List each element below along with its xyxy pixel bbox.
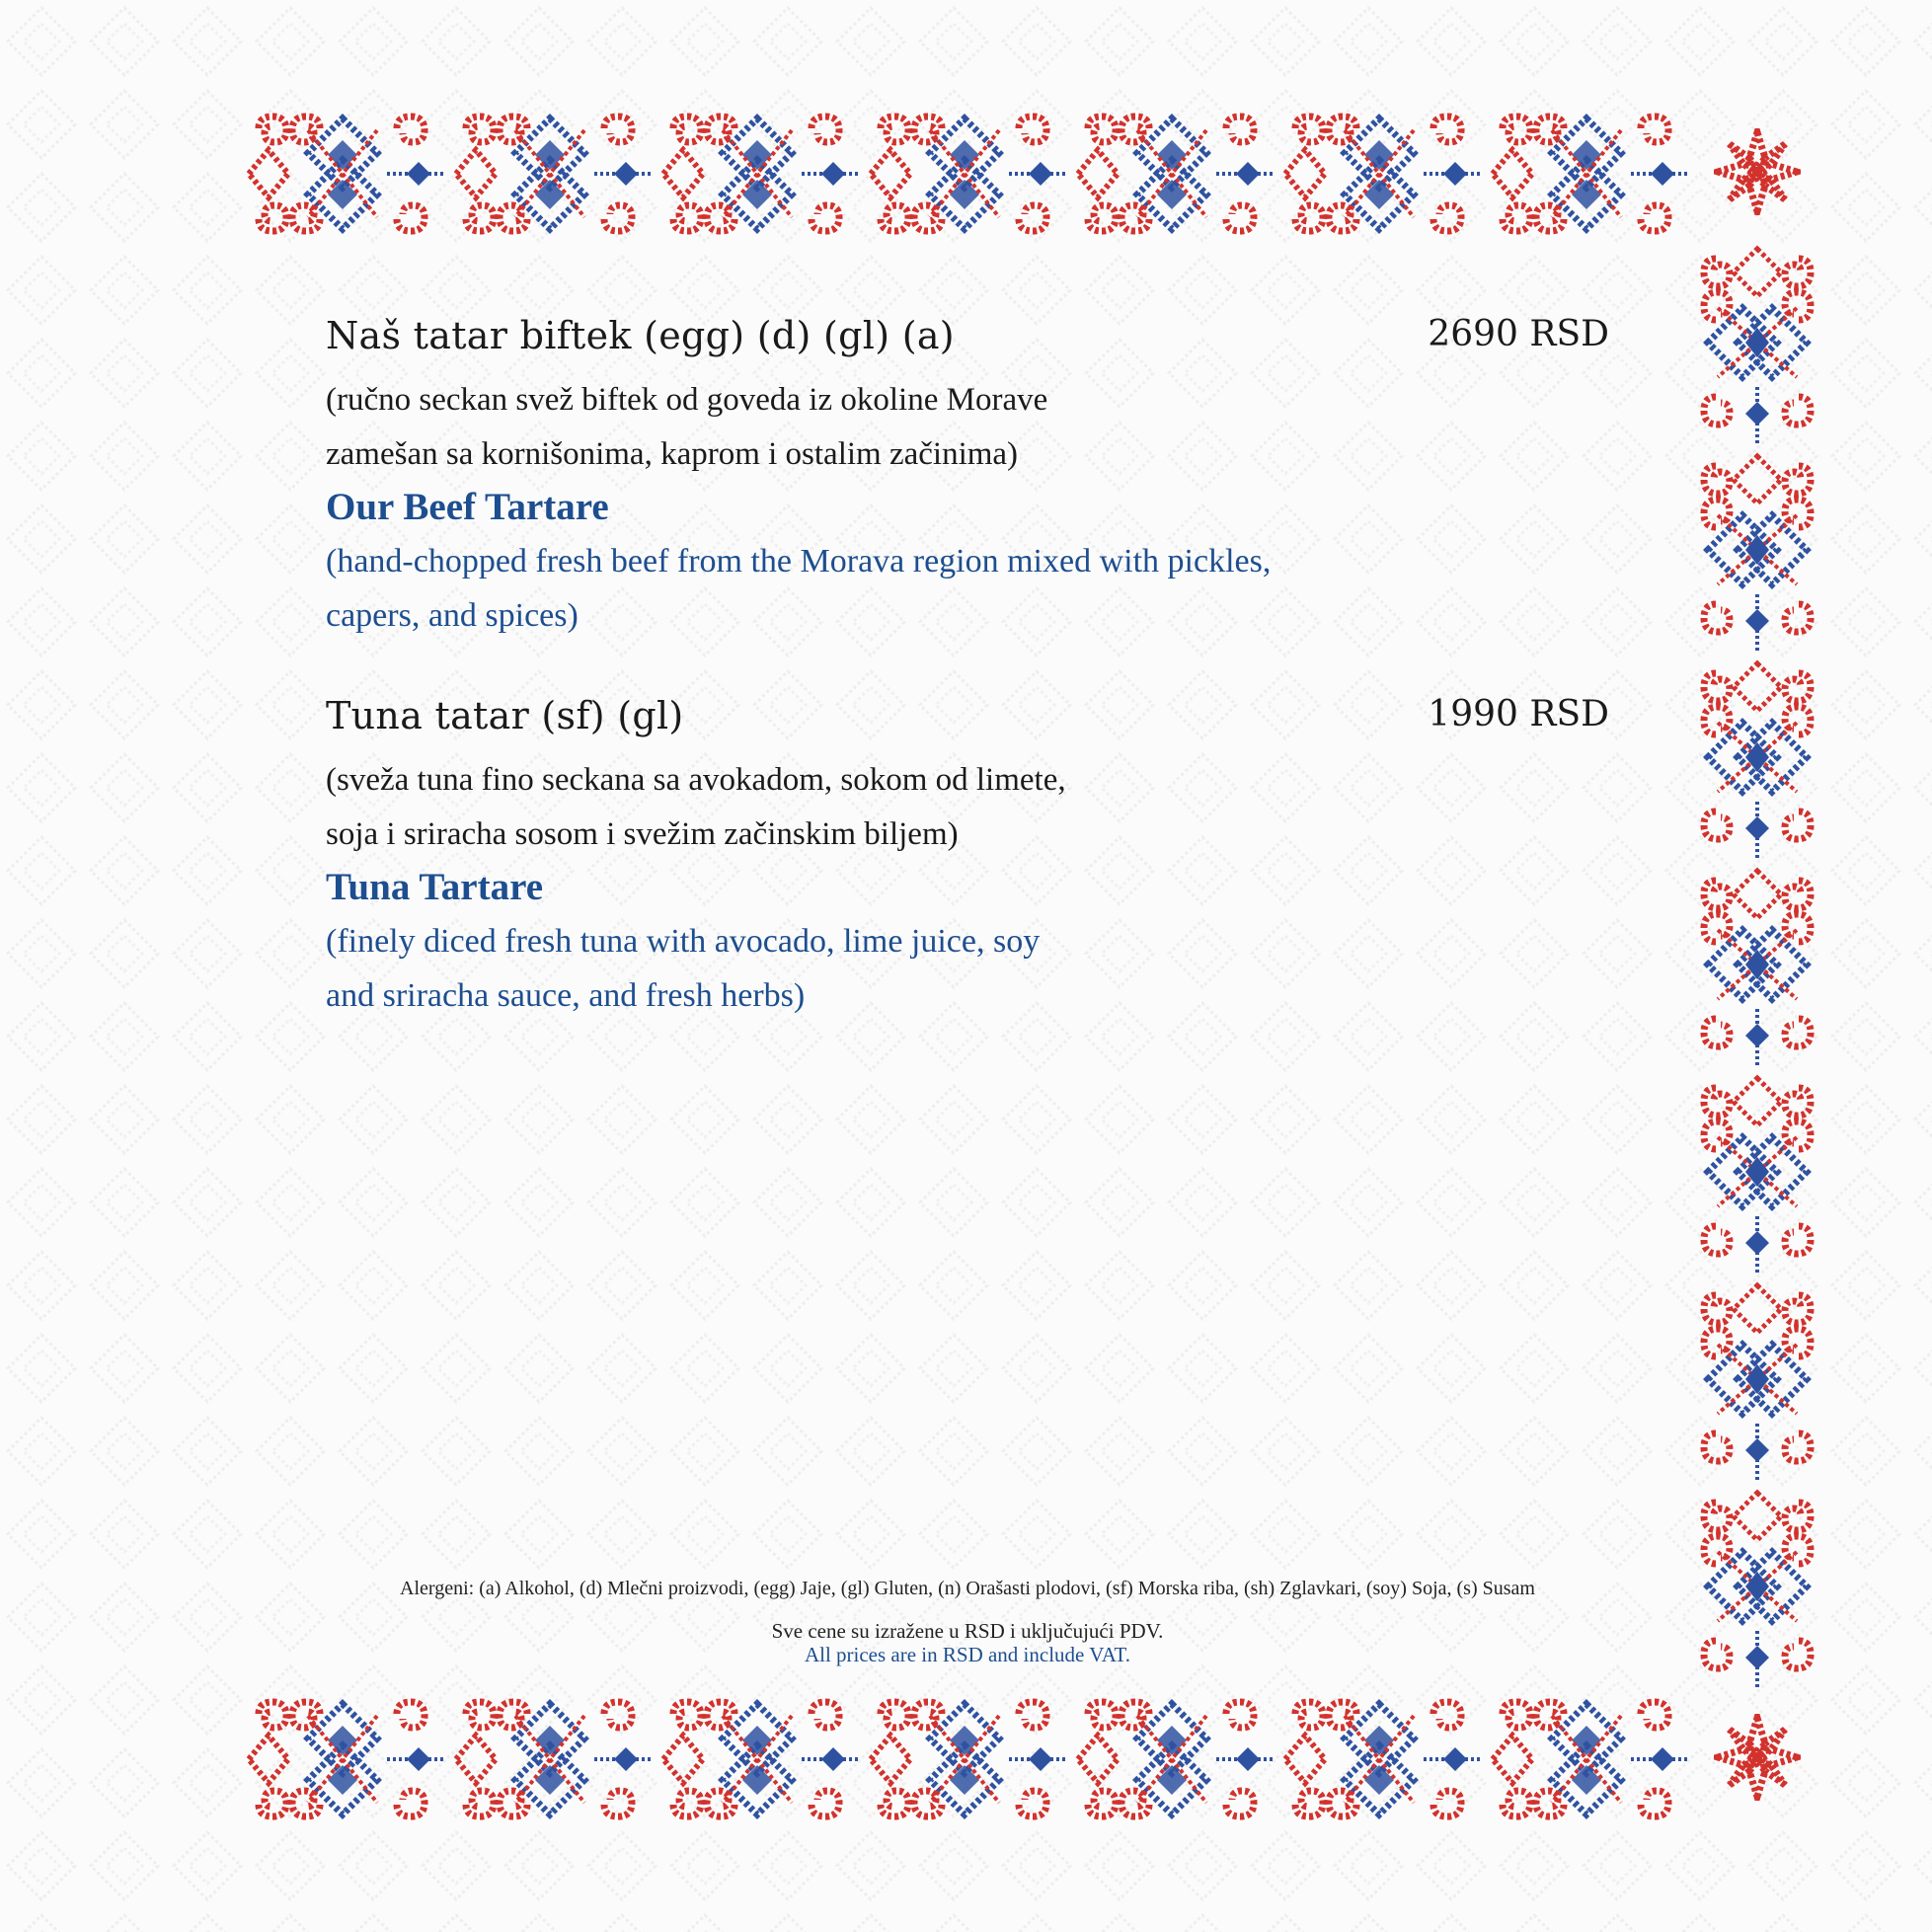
menu-item-header: [326, 694, 1609, 753]
price-note-sr: Sve cene su izražene u RSD i uključujući PDV.: [771, 1619, 1164, 1643]
dish-description-sr-line: (ručno seckan svež biftek od goveda iz okoline Morave: [326, 382, 1048, 418]
menu-item-tuna-tartare: [326, 694, 1609, 1023]
menu-item-header: [326, 314, 1609, 373]
dish-price: 1990 RSD: [1428, 694, 1609, 734]
top-right-star-icon: [1714, 128, 1801, 215]
price-note-en: All prices are in RSD and include VAT.: [804, 1643, 1131, 1666]
dish-description-sr-line: soja i sriracha sosom i svežim začinskim biljem): [326, 816, 959, 852]
dish-price: 2690 RSD: [1428, 314, 1609, 354]
dish-description-en-line: capers, and spices): [326, 597, 579, 634]
dish-description-sr-line: zamešan sa kornišonima, kaprom i ostalim začinima): [326, 436, 1019, 472]
top-embroidery-border: [239, 111, 1692, 237]
dish-name-sr: Tuna tatar (sf) (gl): [326, 694, 684, 737]
dish-description-sr-line: (sveža tuna fino seckana sa avokadom, sokom od limete,: [326, 762, 1066, 798]
dish-name-sr: Naš tatar biftek (egg) (d) (gl) (a): [326, 314, 955, 357]
dish-name-en: Tuna Tartare: [326, 866, 544, 908]
dish-description-en-line: (hand-chopped fresh beef from the Morava region mixed with pickles,: [326, 543, 1272, 580]
allergens-note: Alergeni: (a) Alkohol, (d) Mlečni proizvodi, (egg) Jaje, (gl) Gluten, (n) Orašasti plodovi, (sf) Morska riba, (sh) Zglavkari, (soy) Soja, (s) Susam: [400, 1578, 1535, 1599]
menu-item-beef-tartare: [326, 314, 1609, 643]
right-embroidery-border: [1698, 239, 1816, 1692]
dish-name-en: Our Beef Tartare: [326, 486, 609, 528]
bottom-embroidery-border: [239, 1696, 1692, 1822]
dish-description-en-line: (finely diced fresh tuna with avocado, lime juice, soy: [326, 923, 1041, 960]
dish-description-en-line: and sriracha sauce, and fresh herbs): [326, 977, 806, 1014]
bottom-right-star-icon: [1714, 1714, 1801, 1801]
